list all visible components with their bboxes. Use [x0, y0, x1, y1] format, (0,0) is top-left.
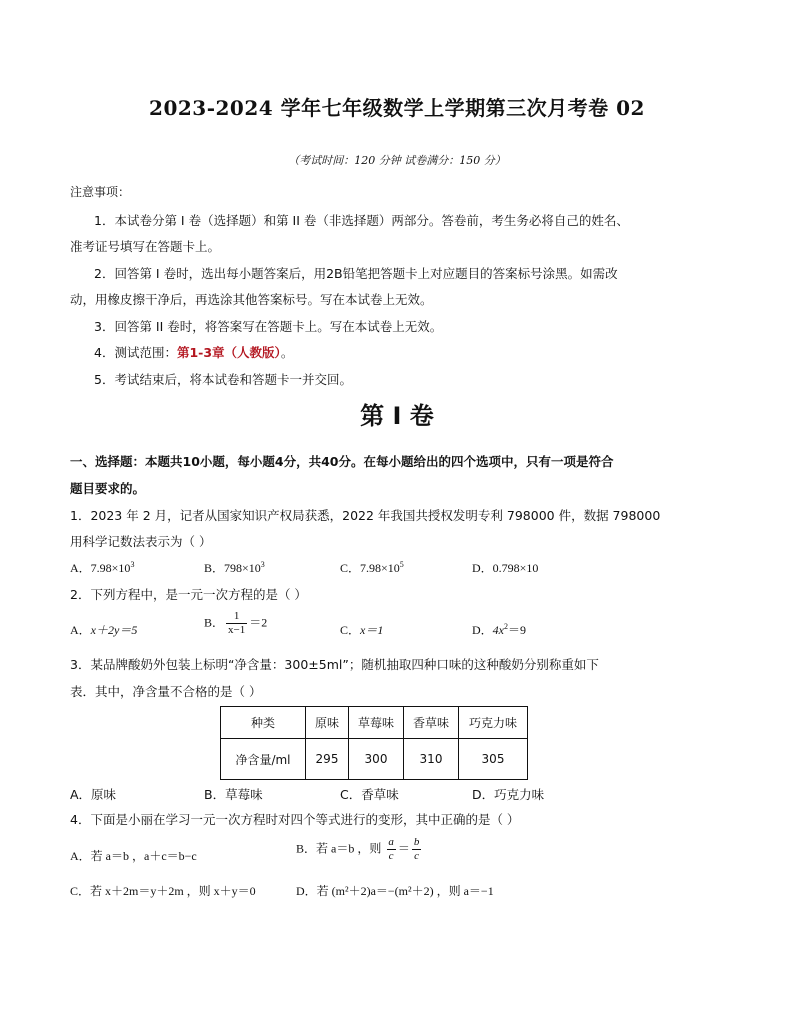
q1-option-b-exp: 3	[260, 560, 265, 569]
table-header-row	[221, 707, 528, 739]
notice-item-3: 3．回答第 II 卷时，将答案写在答题卡上。写在本试卷上无效。	[94, 319, 443, 334]
q4-option-b-numerator-right: b	[413, 836, 420, 848]
q2-option-b	[204, 610, 267, 637]
notice-item-1-line-2: 准考证号填写在答题卡上。	[70, 239, 221, 254]
table-cell: 305	[459, 739, 528, 780]
q4-option-b-equals: ＝	[397, 841, 410, 856]
table-header-cell: 草莓味	[349, 707, 404, 739]
table-cell: 300	[349, 739, 404, 780]
q1-option-b	[204, 559, 265, 576]
q3-option-d: D．巧克力味	[472, 787, 545, 802]
q4-option-b-fraction-left	[386, 836, 396, 863]
q4-option-b	[296, 836, 423, 863]
q1-option-a-exp: 3	[130, 560, 135, 569]
notice-item-5: 5．考试结束后，将本试卷和答题卡一并交回。	[94, 372, 352, 387]
table-header-cell: 原味	[306, 707, 349, 739]
table-header-cell: 巧克力味	[459, 707, 528, 739]
notice-item-4-prefix: 4．测试范围：	[94, 345, 177, 360]
q3-stem-line-2: 表．其中，净含量不合格的是（ ）	[70, 684, 262, 699]
q1-option-d: D．0.798×10	[472, 561, 539, 575]
q2-stem: 2．下列方程中，是一元一次方程的是（ ）	[70, 587, 307, 602]
section-instruction-line-2: 题目要求的。	[70, 481, 146, 496]
q2-option-b-fraction	[226, 610, 247, 637]
q3-stem-line-1: 3．某品牌酸奶外包装上标明“净含量：300±5ml”；随机抽取四种口味的这种酸奶分别称重如下	[70, 657, 599, 672]
notice-item-2-line-1: 2．回答第 I 卷时，选出每小题答案后，用2B铅笔把答题卡上对应题目的答案标号涂黑。如需改	[94, 266, 618, 281]
q4-option-b-denominator-right: c	[414, 850, 420, 862]
q2-option-b-denominator: x−1	[228, 624, 246, 636]
q1-stem-line-1: 1．2023 年 2 月，记者从国家知识产权局获悉，2022 年我国共授权发明专利 798000 件，数据 798000	[70, 508, 661, 523]
q2-option-d-base: 4x	[492, 623, 504, 637]
q3-option-c: C．香草味	[340, 787, 399, 802]
table-cell: 295	[306, 739, 349, 780]
q2-option-d-label: D．	[472, 623, 493, 637]
q2-option-d-exp: 2	[504, 622, 508, 631]
notice-item-4-suffix: 。	[280, 345, 294, 360]
q3-option-b: B．草莓味	[204, 787, 263, 802]
notice-heading: 注意事项：	[70, 185, 131, 199]
q4-option-b-numerator-left: a	[388, 836, 394, 848]
q2-option-c-expr: x＝1	[360, 623, 384, 637]
q1-option-a	[70, 559, 134, 576]
q2-option-b-rest: ＝2	[249, 615, 268, 630]
q1-option-c-exp: 5	[399, 560, 404, 569]
test-range: 第1-3章（人教版）	[176, 345, 281, 360]
q1-option-c-base: C．7.98×10	[340, 561, 400, 575]
q2-option-a	[70, 621, 137, 638]
yogurt-weight-table	[220, 706, 528, 780]
q1-option-c	[340, 559, 404, 576]
q4-option-b-fraction-right	[412, 836, 422, 863]
table-row-label: 净含量/ml	[221, 739, 306, 780]
q2-option-c-label: C．	[340, 623, 361, 637]
q4-stem: 4．下面是小丽在学习一元一次方程时对四个等式进行的变形，其中正确的是（ ）	[70, 812, 520, 827]
table-header-cell: 种类	[221, 707, 306, 739]
table-cell: 310	[404, 739, 459, 780]
section-title: 第 I 卷	[360, 402, 434, 430]
q4-option-a: A．若 a＝b ，a＋c＝b−c	[70, 849, 197, 863]
q2-option-b-label: B．	[204, 615, 225, 630]
notice-item-2-line-2: 动，用橡皮擦干净后，再选涂其他答案标号。写在本试卷上无效。	[70, 292, 433, 307]
q2-option-a-expr: x＋2y＝5	[90, 623, 138, 637]
section-instruction-line-1: 一、选择题：本题共10小题，每小题4分，共40分。在每小题给出的四个选项中，只有一项是符合	[70, 454, 614, 469]
q4-option-d: D．若 (m²＋2)a＝−(m²＋2) ，则 a＝−1	[296, 884, 494, 898]
q4-option-c: C．若 x＋2m＝y＋2m ，则 x＋y＝0	[70, 884, 256, 898]
notice-item-1-line-1: 1．本试卷分第 I 卷（选择题）和第 II 卷（非选择题）两部分。答卷前，考生务必将自己的姓名、	[94, 213, 629, 228]
q2-option-c	[340, 621, 383, 638]
q2-option-a-label: A．	[70, 623, 91, 637]
q2-option-d	[472, 621, 526, 638]
q3-option-a: A．原味	[70, 787, 117, 802]
q1-option-a-base: A．7.98×10	[70, 561, 131, 575]
notice-item-4	[94, 343, 293, 361]
exam-info: （考试时间：120 分钟 试卷满分：150 分）	[288, 154, 506, 167]
q2-option-b-numerator: 1	[233, 610, 240, 622]
table-row	[221, 739, 528, 780]
q1-option-b-base: B．798×10	[204, 561, 261, 575]
page-title: 2023-2024 学年七年级数学上学期第三次月考卷 02	[149, 96, 645, 120]
q4-option-b-prefix: B．若 a＝b ，则	[296, 841, 382, 856]
table-header-cell: 香草味	[404, 707, 459, 739]
q4-option-b-denominator-left: c	[388, 850, 394, 862]
q1-stem-line-2: 用科学记数法表示为（ ）	[70, 534, 212, 549]
q2-option-d-rest: ＝9	[508, 623, 527, 637]
